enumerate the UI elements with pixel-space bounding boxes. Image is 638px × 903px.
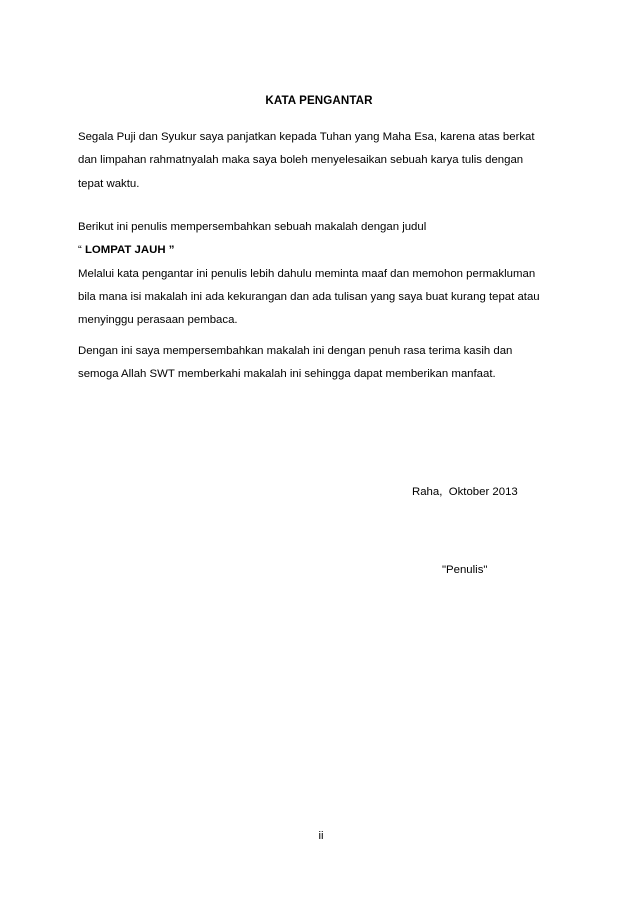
paragraph-line: Segala Puji dan Syukur saya panjatkan kepada Tuhan yang Maha Esa, karena atas berkat <box>78 131 535 143</box>
paragraph-line: semoga Allah SWT memberkahi makalah ini sehingga dapat memberikan manfaat. <box>78 368 496 381</box>
quote-open: “ <box>78 244 85 257</box>
makalah-title-line <box>78 239 578 262</box>
paragraph-line: bila mana isi makalah ini ada kekurangan dan ada tulisan yang saya buat kurang tepat atau <box>78 290 540 303</box>
paragraph-line: menyinggu perasaan pembaca. <box>78 314 238 327</box>
paragraph-line: dan limpahan rahmatnyalah maka saya boleh menyelesaikan sebuah karya tulis dengan <box>78 154 524 167</box>
paragraph-line: Dengan ini saya mempersembahkan makalah ini dengan penuh rasa terima kasih dan <box>78 345 513 357</box>
signer: "Penulis" <box>442 564 488 576</box>
paragraph-line: Melalui kata pengantar ini penulis lebih dahulu meminta maaf dan memohon permakluman <box>78 267 536 280</box>
paragraph-presentation <box>78 216 578 332</box>
page-title: KATA PENGANTAR <box>265 94 373 107</box>
paragraph-line: Berikut ini penulis mempersembahkan sebuah makalah dengan judul <box>78 221 427 233</box>
page-number: ii <box>318 830 324 842</box>
place-date: Raha, Oktober 2013 <box>412 486 518 498</box>
paragraph-closing <box>78 340 578 387</box>
paragraph-line: tepat waktu. <box>78 177 140 190</box>
paragraph-opening <box>78 126 578 196</box>
makalah-title: LOMPAT JAUH ” <box>84 244 175 257</box>
